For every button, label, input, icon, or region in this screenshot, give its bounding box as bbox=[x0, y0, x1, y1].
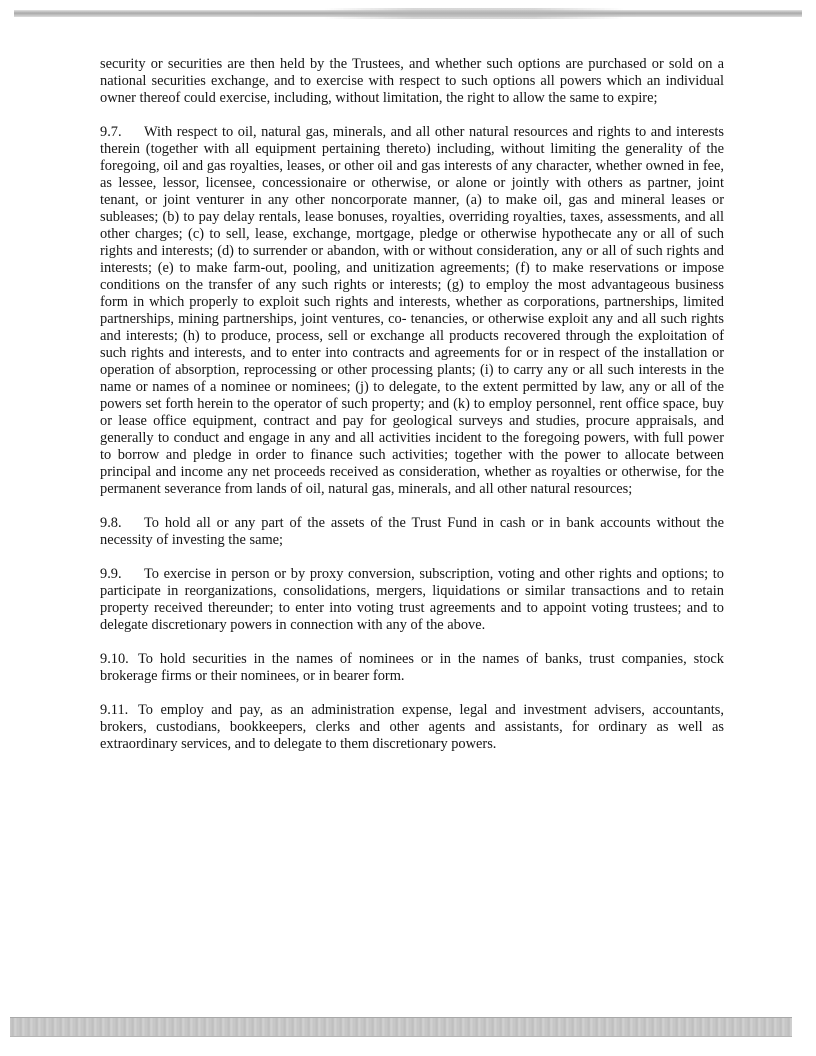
paragraph-text: To exercise in person or by proxy conversion, subscription, voting and other rights and options; to participate in reorganizations, consolidations, mergers, liquidations or similar transactions and to retain property received thereunder; to enter into voting trust agreements and to appoint voting trustees; and to delegate discretionary powers in connection with any of the above. bbox=[100, 566, 724, 633]
paragraph-9-7 bbox=[100, 124, 724, 498]
paragraph-number: 9.8. bbox=[100, 515, 122, 531]
paragraph-9-11 bbox=[100, 702, 724, 753]
paragraph-text: To employ and pay, as an administration expense, legal and investment advisers, accountants, brokers, custodians, bookkeepers, clerks and other agents and assistants, for ordinary as well as extraordinary services, and to delegate to them discretionary powers. bbox=[100, 702, 724, 752]
paragraph-number: 9.9. bbox=[100, 566, 122, 582]
scan-edge-top bbox=[14, 10, 802, 17]
document-body bbox=[100, 56, 724, 770]
paragraph-text: security or securities are then held by the Trustees, and whether such options are purchased or sold on a national securities exchange, and to exercise with respect to such options all powers which an individual owner thereof could exercise, including, without limitation, the right to allow the same to expire; bbox=[100, 56, 724, 106]
paragraph-number: 9.11. bbox=[100, 702, 129, 718]
paragraph-number: 9.7. bbox=[100, 124, 122, 140]
paragraph-text: To hold all or any part of the assets of the Trust Fund in cash or in bank accounts without the necessity of investing the same; bbox=[100, 515, 724, 548]
paragraph-9-10 bbox=[100, 651, 724, 685]
paragraph-continuation bbox=[100, 56, 724, 107]
paragraph-text: To hold securities in the names of nominees or in the names of banks, trust companies, stock brokerage firms or their nominees, or in bearer form. bbox=[100, 651, 724, 684]
paragraph-number: 9.10. bbox=[100, 651, 129, 667]
paragraph-text: With respect to oil, natural gas, minerals, and all other natural resources and rights to and interests therein (together with all equipment pertaining thereto) including, without limiting the generality of the foregoing, oil and gas royalties, leases, or other oil and gas interests of any character, whether owned in fee, as lessee, lessor, licensee, concessionaire or otherwise, or alone or jointly with others as partner, joint tenant, or joint venturer in any other noncorporate manner, (a) to make oil, gas and mineral leases or subleases; (b) to pay delay rentals, lease bonuses, royalties, overriding royalties, taxes, assessments, and all other charges; (c) to sell, lease, exchange, mortgage, pledge or otherwise hypothecate any or all of such rights and interests; (d) to surrender or abandon, with or without consideration, any or all of such rights and interests; (e) to make farm-out, pooling, and unitization agreements; (f) to make reservations or impose conditions on the transfer of any such rights or interests; (g) to employ the most advantageous business form in which properly to exploit such rights and interests, whether as corporations, partnerships, limited partnerships, mining partnerships, joint ventures, co- tenancies, or otherwise exploit any and all such rights and interests; (h) to produce, process, sell or exchange all products recovered through the exploitation of such rights and interests, and to enter into contracts and agreements for or in respect of the installation or operation of absorption, reprocessing or other processing plants; (i) to carry any or all such interests in the name or names of a nominee or nominees; (j) to delegate, to the extent permitted by law, any or all of the powers set forth herein to the operator of such property; and (k) to employ personnel, rent office space, buy or lease office equipment, contract and pay for geological surveys and studies, procure appraisals, and generally to conduct and engage in any and all activities incident to the foregoing powers, with full power to borrow and pledge in order to finance such activities; together with the power to allocate between principal and income any net proceeds received as consideration, whether as royalties or otherwise, for the permanent severance from lands of oil, natural gas, minerals, and all other natural resources; bbox=[100, 124, 724, 497]
paragraph-9-8 bbox=[100, 515, 724, 549]
paragraph-9-9 bbox=[100, 566, 724, 634]
scan-edge-bottom bbox=[10, 1017, 792, 1037]
